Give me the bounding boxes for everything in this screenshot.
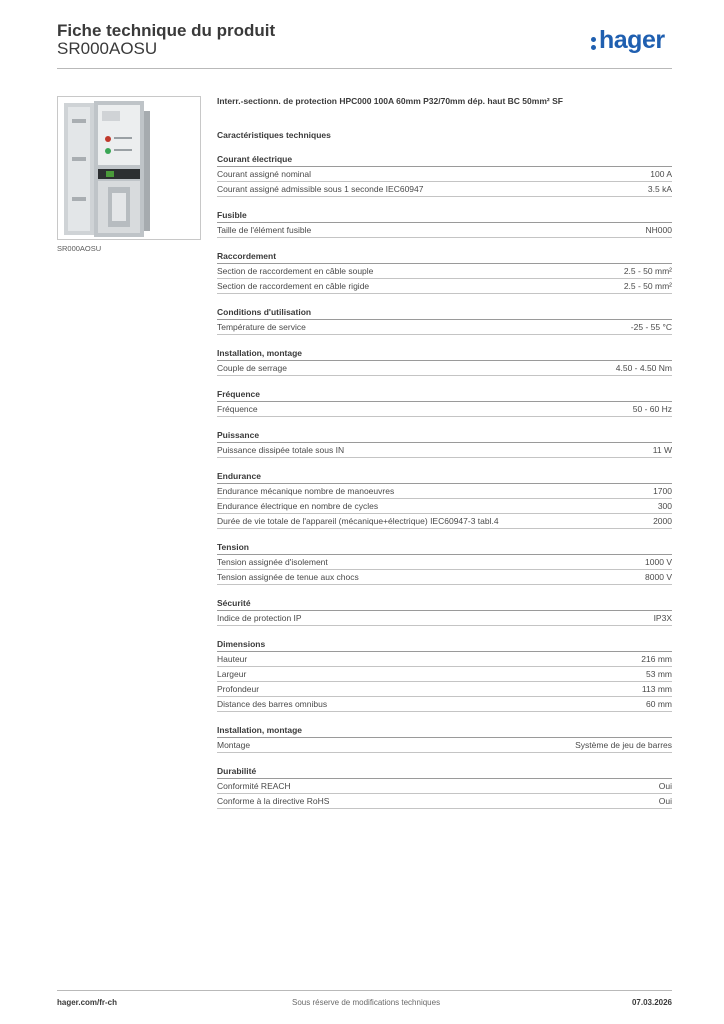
logo-text: hager <box>599 26 665 54</box>
spec-row <box>217 555 672 570</box>
spec-group <box>217 540 672 585</box>
spec-label: Largeur <box>217 669 247 679</box>
spec-row <box>217 794 672 809</box>
footer-notice: Sous réserve de modifications techniques <box>292 998 441 1007</box>
footer-date: 07.03.2026 <box>631 998 672 1007</box>
spec-group-title: Tension <box>217 540 672 555</box>
spec-value: 2.5 - 50 mm² <box>623 281 672 291</box>
spec-group-title: Raccordement <box>217 249 672 264</box>
spec-value: 60 mm <box>646 699 672 709</box>
page-title: Fiche technique du produit <box>57 21 276 40</box>
spec-value: 100 A <box>650 169 672 179</box>
spec-row <box>217 697 672 712</box>
spec-group-title: Fusible <box>217 208 672 223</box>
spec-value: 8000 V <box>645 572 672 582</box>
product-description: Interr.-sectionn. de protection HPC000 100A 60mm P32/70mm dép. haut BC 50mm² SF <box>217 96 563 106</box>
spec-value: 4.50 - 4.50 Nm <box>615 363 672 373</box>
spec-value: IP3X <box>653 613 672 623</box>
spec-value: 11 W <box>652 445 672 455</box>
spec-row <box>217 570 672 585</box>
spec-row <box>217 167 672 182</box>
logo-dots-icon <box>591 37 598 50</box>
spec-value: 216 mm <box>641 654 672 664</box>
spec-group <box>217 208 672 238</box>
spec-group <box>217 387 672 417</box>
spec-group-title: Fréquence <box>217 387 672 402</box>
spec-value: 300 <box>657 501 672 511</box>
spec-row <box>217 223 672 238</box>
spec-group-title: Endurance <box>217 469 672 484</box>
spec-group <box>217 428 672 458</box>
spec-value: Système de jeu de barres <box>575 740 672 750</box>
spec-row <box>217 611 672 626</box>
spec-group-title: Conditions d'utilisation <box>217 305 672 320</box>
spec-row <box>217 499 672 514</box>
spec-label: Conforme à la directive RoHS <box>217 796 330 806</box>
spec-table <box>217 152 672 820</box>
spec-row <box>217 443 672 458</box>
spec-value: Oui <box>658 781 672 791</box>
spec-label: Tension assignée d'isolement <box>217 557 328 567</box>
spec-value: 113 mm <box>641 684 672 694</box>
spec-value: 50 - 60 Hz <box>632 404 672 414</box>
spec-label: Section de raccordement en câble rigide <box>217 281 370 291</box>
spec-group-title: Puissance <box>217 428 672 443</box>
spec-label: Profondeur <box>217 684 260 694</box>
spec-value: -25 - 55 °C <box>630 322 672 332</box>
spec-label: Fréquence <box>217 404 258 414</box>
spec-value: 1000 V <box>645 557 672 567</box>
spec-row <box>217 738 672 753</box>
spec-label: Taille de l'élément fusible <box>217 225 312 235</box>
spec-value: 2.5 - 50 mm² <box>623 266 672 276</box>
spec-row <box>217 361 672 376</box>
spec-row <box>217 402 672 417</box>
spec-value: NH000 <box>645 225 672 235</box>
spec-row <box>217 667 672 682</box>
spec-value: Oui <box>658 796 672 806</box>
spec-label: Hauteur <box>217 654 248 664</box>
spec-label: Courant assigné nominal <box>217 169 312 179</box>
spec-label: Couple de serrage <box>217 363 287 373</box>
switch-disconnector-picture <box>58 97 200 239</box>
product-reference: SR000AOSU <box>57 39 158 58</box>
spec-group <box>217 637 672 712</box>
spec-group <box>217 469 672 529</box>
spec-group <box>217 346 672 376</box>
spec-label: Distance des barres omnibus <box>217 699 328 709</box>
spec-label: Courant assigné admissible sous 1 seconde IEC60947 <box>217 184 424 194</box>
spec-label: Durée de vie totale de l'appareil (mécanique+électrique) IEC60947-3 tabl.4 <box>217 516 499 526</box>
hager-logo <box>591 28 665 53</box>
spec-row <box>217 320 672 335</box>
spec-row <box>217 264 672 279</box>
spec-row <box>217 514 672 529</box>
product-image <box>57 96 201 240</box>
spec-value: 2000 <box>653 516 672 526</box>
spec-label: Conformité REACH <box>217 781 291 791</box>
spec-value: 53 mm <box>646 669 672 679</box>
spec-row <box>217 182 672 197</box>
spec-label: Indice de protection IP <box>217 613 302 623</box>
spec-row <box>217 484 672 499</box>
spec-row <box>217 779 672 794</box>
spec-label: Tension assignée de tenue aux chocs <box>217 572 359 582</box>
section-title: Caractéristiques techniques <box>217 130 331 140</box>
spec-label: Endurance mécanique nombre de manoeuvres <box>217 486 395 496</box>
spec-group-title: Courant électrique <box>217 152 672 167</box>
spec-group <box>217 305 672 335</box>
spec-label: Température de service <box>217 322 306 332</box>
spec-label: Section de raccordement en câble souple <box>217 266 374 276</box>
spec-row <box>217 682 672 697</box>
header-divider <box>57 68 672 69</box>
spec-label: Montage <box>217 740 251 750</box>
spec-label: Puissance dissipée totale sous IN <box>217 445 345 455</box>
spec-row <box>217 279 672 294</box>
spec-value: 1700 <box>653 486 672 496</box>
spec-group-title: Installation, montage <box>217 723 672 738</box>
footer-website-link[interactable]: hager.com/fr-ch <box>57 998 118 1007</box>
spec-group <box>217 152 672 197</box>
spec-group <box>217 723 672 753</box>
spec-row <box>217 652 672 667</box>
spec-group-title: Installation, montage <box>217 346 672 361</box>
spec-group-title: Durabilité <box>217 764 672 779</box>
spec-group <box>217 764 672 809</box>
spec-group-title: Dimensions <box>217 637 672 652</box>
spec-group <box>217 596 672 626</box>
spec-value: 3.5 kA <box>647 184 672 194</box>
footer-divider <box>57 990 672 991</box>
spec-group <box>217 249 672 294</box>
image-caption: SR000AOSU <box>57 244 102 253</box>
spec-label: Endurance électrique en nombre de cycles <box>217 501 379 511</box>
spec-group-title: Sécurité <box>217 596 672 611</box>
